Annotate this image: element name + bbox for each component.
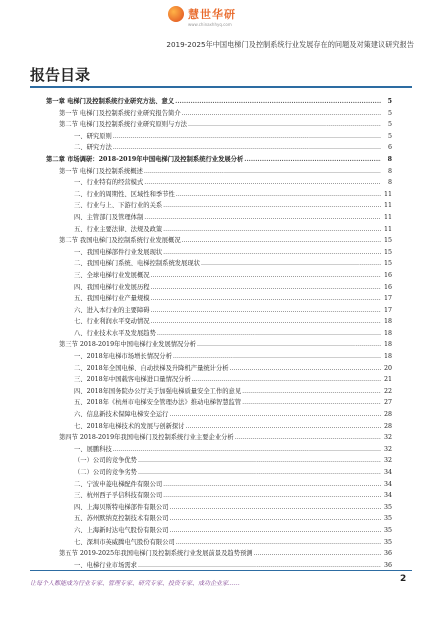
toc-entry-page: 22 [383,387,392,395]
toc-entry-page: 35 [383,515,392,523]
toc-entry-page: 21 [383,376,392,384]
toc-entry-page: 34 [383,469,392,476]
toc-leader-dots [201,258,381,270]
toc-leader-dots [113,444,381,456]
toc-entry-page: 5 [387,132,392,140]
toc-leader-dots [144,166,381,178]
toc-entry[interactable] [46,537,392,549]
toc-entry-title: 二、我国电梯门系统、电梯控制系统发展现状 [74,260,200,268]
toc-entry-title: 三、行业与上、下游行业的关系 [74,202,163,210]
toc-leader-dots [242,397,381,409]
toc-leader-dots [192,374,381,386]
toc-entry-title: 三、全球电梯行业发展概况 [74,271,150,279]
toc-entry-page: 35 [383,526,392,534]
toc-entry-title: 二、2018年全国电梯、自动扶梯及升降机产量统计分析 [74,364,229,372]
toc-entry-title: 第五节 2019-2025年我国电梯门及控制系统行业发展前景及趋势预测 [59,550,253,558]
toc-entry-title: 五、我国电梯行业产量规模 [74,295,150,303]
toc-entry[interactable] [46,293,392,305]
toc-leader-dots [113,131,381,143]
toc-entry-title: 六、信息新技术保障电梯安全运行 [74,411,169,419]
toc-leader-dots [157,328,381,340]
toc-entry-title: 四、我国电梯行业发展历程 [74,283,150,291]
toc-leader-dots [151,270,381,282]
toc-entry-page: 15 [383,260,392,268]
toc-entry-title: 一、行业特有的经营模式 [74,179,144,187]
toc-entry[interactable] [46,212,392,224]
toc-leader-dots [235,432,381,444]
toc-entry-title: 七、2018年电梯技术的发展与创新探讨 [74,422,185,430]
toc-entry-page: 6 [387,144,392,152]
toc-entry-title: 五、行业主要法律、法规及政策 [74,225,163,233]
toc-entry-page: 15 [383,237,392,245]
toc-entry-title: （一）公司的竞争优势 [74,457,137,465]
toc-entry-page: 8 [387,179,392,187]
toc-leader-dots [188,119,381,131]
toc-entry[interactable] [46,397,392,409]
toc-entry-title: 第一节 电梯门及控制系统行业研究报告简介 [59,109,181,117]
toc-entry-title: 七、行业利润水平变动情况 [74,318,150,326]
toc-entry-title: 一、我国电梯部件行业发展现状 [74,248,163,256]
toc-leader-dots [163,247,381,259]
toc-entry-title: 四、上海贝斯特电梯部件有限公司 [74,503,169,511]
toc-entry-page: 11 [383,202,392,210]
toc-entry[interactable] [46,351,392,363]
toc-entry[interactable] [46,131,392,143]
toc-leader-dots [138,455,381,467]
toc-leader-dots [163,224,381,236]
logo-mark-icon [168,6,184,22]
toc-entry-title: 第二节 电梯门及控制系统行业研究原则与方法 [59,121,187,129]
toc-entry-page: 35 [383,538,392,546]
toc-entry-title: 第二章 市场调研：2018-2019年中国电梯门及控制系统行业发展分析 [46,155,244,163]
toc-entry[interactable] [46,177,392,189]
toc-entry-title: 二、研究方法 [74,144,112,152]
toc-entry-title: 三、2018年中国载客电梯进口量情况分析 [74,376,191,384]
toc-entry[interactable] [46,119,392,131]
toc-entry-title: 五、2018年《杭州市电梯安全管理办法》推动电梯智慧监管 [74,399,242,407]
logo-url: www.chinaxhhyq.com [188,22,232,27]
toc-entry[interactable] [46,247,392,259]
toc-leader-dots [242,386,381,398]
toc-entry-title: 六、进入本行业的主要障碍 [74,306,150,314]
toc-entry[interactable] [46,432,392,444]
toc-leader-dots [113,142,381,154]
toc-entry[interactable] [46,108,392,120]
toc-entry-page: 18 [383,329,392,337]
toc-leader-dots [169,513,381,525]
page-header [0,0,440,60]
toc-entry[interactable] [46,467,392,479]
toc-leader-dots [151,293,381,305]
toc-entry-page: 16 [383,271,392,279]
report-title: 2019-2025年中国电梯门及控制系统行业发展存在的问题及对策建议研究报告 [166,40,414,49]
toc-entry-title: 一、电梯行业市场需求 [74,561,137,569]
toc-entry-page: 17 [383,306,392,314]
toc-entry-page: 15 [383,248,392,256]
toc-entry-page: 11 [383,190,392,198]
toc-leader-dots [185,421,381,433]
toc-entry-page: 11 [383,225,392,233]
toc-entry-page: 18 [383,341,392,349]
title-divider [30,86,412,88]
toc-entry-page: 8 [387,155,392,163]
toc-leader-dots [182,235,381,247]
toc-entry[interactable] [46,235,392,247]
toc-entry-title: （二）公司的竞争劣势 [74,469,137,476]
toc-leader-dots [144,212,381,224]
toc-entry[interactable] [46,455,392,467]
page-title: 报告目录 [30,66,91,84]
toc-leader-dots [144,177,381,189]
toc-leader-dots [173,351,381,363]
toc-entry-page: 18 [383,353,392,361]
toc-leader-dots [244,154,381,166]
toc-entry[interactable] [46,525,392,537]
toc-entry-title: 一、研究原则 [74,132,112,140]
toc-entry[interactable] [46,316,392,328]
toc-entry-page: 35 [383,503,392,511]
toc-leader-dots [163,479,381,491]
logo-text: 慧世华研 [188,8,236,21]
toc-entry[interactable] [46,479,392,491]
toc-entry-title: 六、上海新时达电气股份有限公司 [74,526,169,534]
toc-entry-page: 34 [383,492,392,500]
toc-entry[interactable] [46,409,392,421]
toc-leader-dots [176,537,381,549]
toc-entry-title: 第一节 电梯门及控制系统概述 [59,167,143,175]
toc-entry[interactable] [46,258,392,270]
toc-entry[interactable] [46,200,392,212]
toc-entry-title: 四、2018年国务院办公厅关于加强电梯质量安全工作的意见 [74,387,242,395]
toc-entry-page: 11 [383,213,392,221]
toc-entry[interactable] [46,270,392,282]
toc-entry[interactable] [46,444,392,456]
toc-leader-dots [138,467,381,479]
toc-entry-page: 32 [383,434,392,442]
toc-entry[interactable] [46,282,392,294]
toc-entry-page: 28 [383,411,392,419]
toc-entry-page: 32 [383,445,392,453]
toc-entry-title: 五、苏州默纳克控制技术有限公司 [74,515,169,523]
toc-entry-title: 一、展鹏科技 [74,445,112,453]
toc-entry[interactable] [46,166,392,178]
toc-entry[interactable] [46,421,392,433]
toc-leader-dots [163,200,381,212]
toc-entry-title: 八、行业技术水平及发展趋势 [74,329,156,337]
toc-entry[interactable] [46,513,392,525]
toc-entry-title: 四、主管部门及管理体制 [74,213,144,221]
toc-entry[interactable] [46,339,392,351]
toc-entry[interactable] [46,363,392,375]
toc-entry-page: 5 [387,98,392,105]
footer-divider [30,570,412,571]
toc-entry-title: 第三节 2018-2019年中国电梯行业发展情况分析 [59,341,196,349]
toc-leader-dots [151,305,381,317]
table-of-contents [46,96,392,571]
toc-entry-page: 5 [387,109,392,117]
toc-entry[interactable] [46,224,392,236]
toc-entry-title: 第四节 2018-2019年我国电梯门及控制系统行业主要企业分析 [59,434,234,442]
toc-entry-page: 27 [383,399,392,407]
toc-entry[interactable] [46,328,392,340]
toc-entry-title: 二、宁波申菱电梯配件有限公司 [74,480,163,488]
toc-leader-dots [169,525,381,537]
toc-entry-page: 18 [383,318,392,326]
toc-entry-title: 二、行业的周期性、区域性和季节性 [74,190,175,198]
toc-entry[interactable] [46,142,392,154]
toc-leader-dots [254,548,381,560]
toc-leader-dots [197,339,381,351]
toc-entry-page: 34 [383,480,392,488]
toc-entry-page: 5 [387,121,392,129]
toc-entry-page: 8 [387,167,392,175]
toc-entry-page: 16 [383,283,392,291]
toc-entry-page: 36 [383,550,392,558]
toc-entry-page: 28 [383,422,392,430]
toc-leader-dots [175,96,381,108]
toc-entry[interactable] [46,502,392,514]
toc-leader-dots [169,502,381,514]
toc-leader-dots [176,189,381,201]
toc-entry-title: 第一章 电梯门及控制系统行业研究方法、意义 [46,98,175,105]
toc-entry-title: 七、深圳市英威腾电气股份有限公司 [74,538,175,546]
page-number: 2 [400,574,407,584]
toc-entry[interactable] [46,96,392,108]
toc-entry-title: 第二节 我国电梯门及控制系统行业发展概况 [59,237,181,245]
toc-leader-dots [182,108,381,120]
toc-entry[interactable] [46,374,392,386]
toc-leader-dots [169,409,381,421]
toc-leader-dots [151,282,381,294]
toc-leader-dots [151,316,381,328]
toc-leader-dots [163,490,381,502]
toc-entry-page: 36 [383,561,392,569]
toc-entry-page: 32 [383,457,392,465]
toc-entry-title: 一、2018年电梯市场增长情况分析 [74,353,172,361]
toc-leader-dots [230,363,381,375]
toc-entry[interactable] [46,305,392,317]
toc-entry[interactable] [46,189,392,201]
toc-entry-page: 20 [383,364,392,372]
toc-entry[interactable] [46,548,392,560]
toc-entry[interactable] [46,386,392,398]
footer-slogan: 让每个人都能成为行业专家、管理专家、研究专家、投资专家、成功企业家…… [30,580,241,587]
toc-entry[interactable] [46,154,392,166]
logo [168,6,236,22]
toc-entry-page: 17 [383,295,392,303]
toc-entry[interactable] [46,490,392,502]
toc-entry-title: 三、杭州西子孚信科技有限公司 [74,492,163,500]
